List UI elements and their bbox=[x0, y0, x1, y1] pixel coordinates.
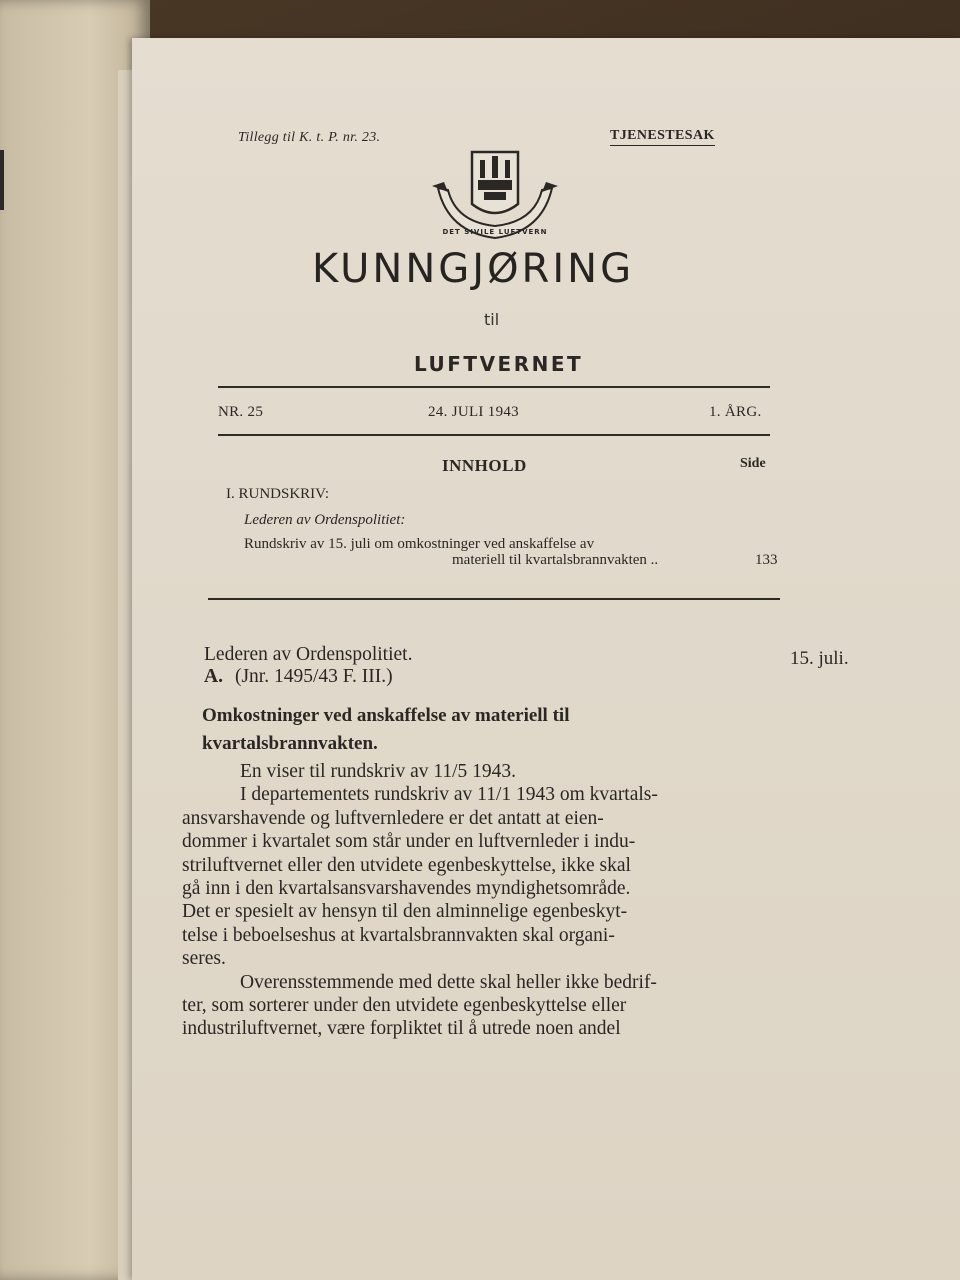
issue-year: 1. ÅRG. bbox=[709, 404, 762, 420]
reference-letter: A. bbox=[204, 666, 223, 687]
contents-entry-line1: Rundskriv av 15. juli om omkostninger ved anskaffelse av bbox=[244, 536, 595, 552]
body-line: Det er spesielt av hensyn til den alminnelige egenbeskyt- bbox=[182, 901, 628, 923]
page-mark bbox=[0, 150, 4, 210]
contents-page-label: Side bbox=[740, 456, 766, 471]
circular-sender: Lederen av Ordenspolitiet. bbox=[204, 644, 413, 665]
contents-heading: INNHOLD bbox=[442, 456, 527, 475]
circular-heading-line1: Omkostninger ved anskaffelse av materiell til bbox=[202, 705, 570, 726]
circular-heading bbox=[202, 702, 569, 758]
circular-date: 15. juli. bbox=[790, 648, 849, 669]
body-line: ter, som sorterer under den utvidete egenbeskyttelse eller bbox=[182, 995, 627, 1017]
contents-rule bbox=[208, 598, 780, 600]
circular-body bbox=[182, 760, 658, 1041]
body-line: Overensstemmende med dette skal heller ikke bedrif- bbox=[240, 971, 657, 993]
circular-reference bbox=[204, 666, 393, 688]
header-rule-bottom bbox=[218, 434, 770, 436]
body-line: ansvarshavende og luftvernledere er det antatt at eien- bbox=[182, 807, 604, 829]
contents-entry-page: 133 bbox=[755, 552, 778, 568]
document-title: KUNNGJØRING bbox=[312, 246, 635, 292]
contents-subsection: Lederen av Ordenspolitiet: bbox=[244, 512, 406, 528]
classification-label: TJENESTESAK bbox=[610, 128, 715, 146]
body-line: gå inn i den kvartalsansvarshavendes myndighetsområde. bbox=[182, 878, 631, 900]
issue-date: 24. JULI 1943 bbox=[428, 404, 519, 420]
civil-air-defence-emblem-icon bbox=[430, 146, 560, 256]
contents-entry-line2: materiell til kvartalsbrannvakten .. bbox=[452, 552, 659, 568]
body-line: seres. bbox=[182, 948, 226, 970]
body-line: industriluftvernet, være forpliktet til å utrede noen andel bbox=[182, 1018, 621, 1040]
body-line: dommer i kvartalet som står under en luftvernleder i indu- bbox=[182, 831, 636, 853]
header-rule-top bbox=[218, 386, 770, 388]
supplement-note: Tillegg til K. t. P. nr. 23. bbox=[238, 130, 381, 145]
contents-section: I. RUNDSKRIV: bbox=[226, 486, 330, 502]
circular-heading-line2: kvartalsbrannvakten. bbox=[202, 733, 378, 754]
body-line: I departementets rundskriv av 11/1 1943 om kvartals- bbox=[240, 784, 658, 806]
issue-number: NR. 25 bbox=[218, 404, 264, 420]
body-line: striluftvernet eller den utvidete egenbeskyttelse, ikke skal bbox=[182, 854, 631, 876]
body-line: En viser til rundskriv av 11/5 1943. bbox=[240, 761, 517, 782]
document-subtitle: LUFTVERNET bbox=[414, 352, 584, 376]
title-til: til bbox=[484, 310, 500, 329]
reference-number: (Jnr. 1495/43 F. III.) bbox=[234, 666, 393, 687]
document-page bbox=[132, 38, 960, 1280]
emblem-ribbon-text: DET SIVILE LUFTVERN bbox=[442, 228, 548, 236]
body-line: telse i beboelseshus at kvartalsbrannvakten skal organi- bbox=[182, 924, 615, 946]
